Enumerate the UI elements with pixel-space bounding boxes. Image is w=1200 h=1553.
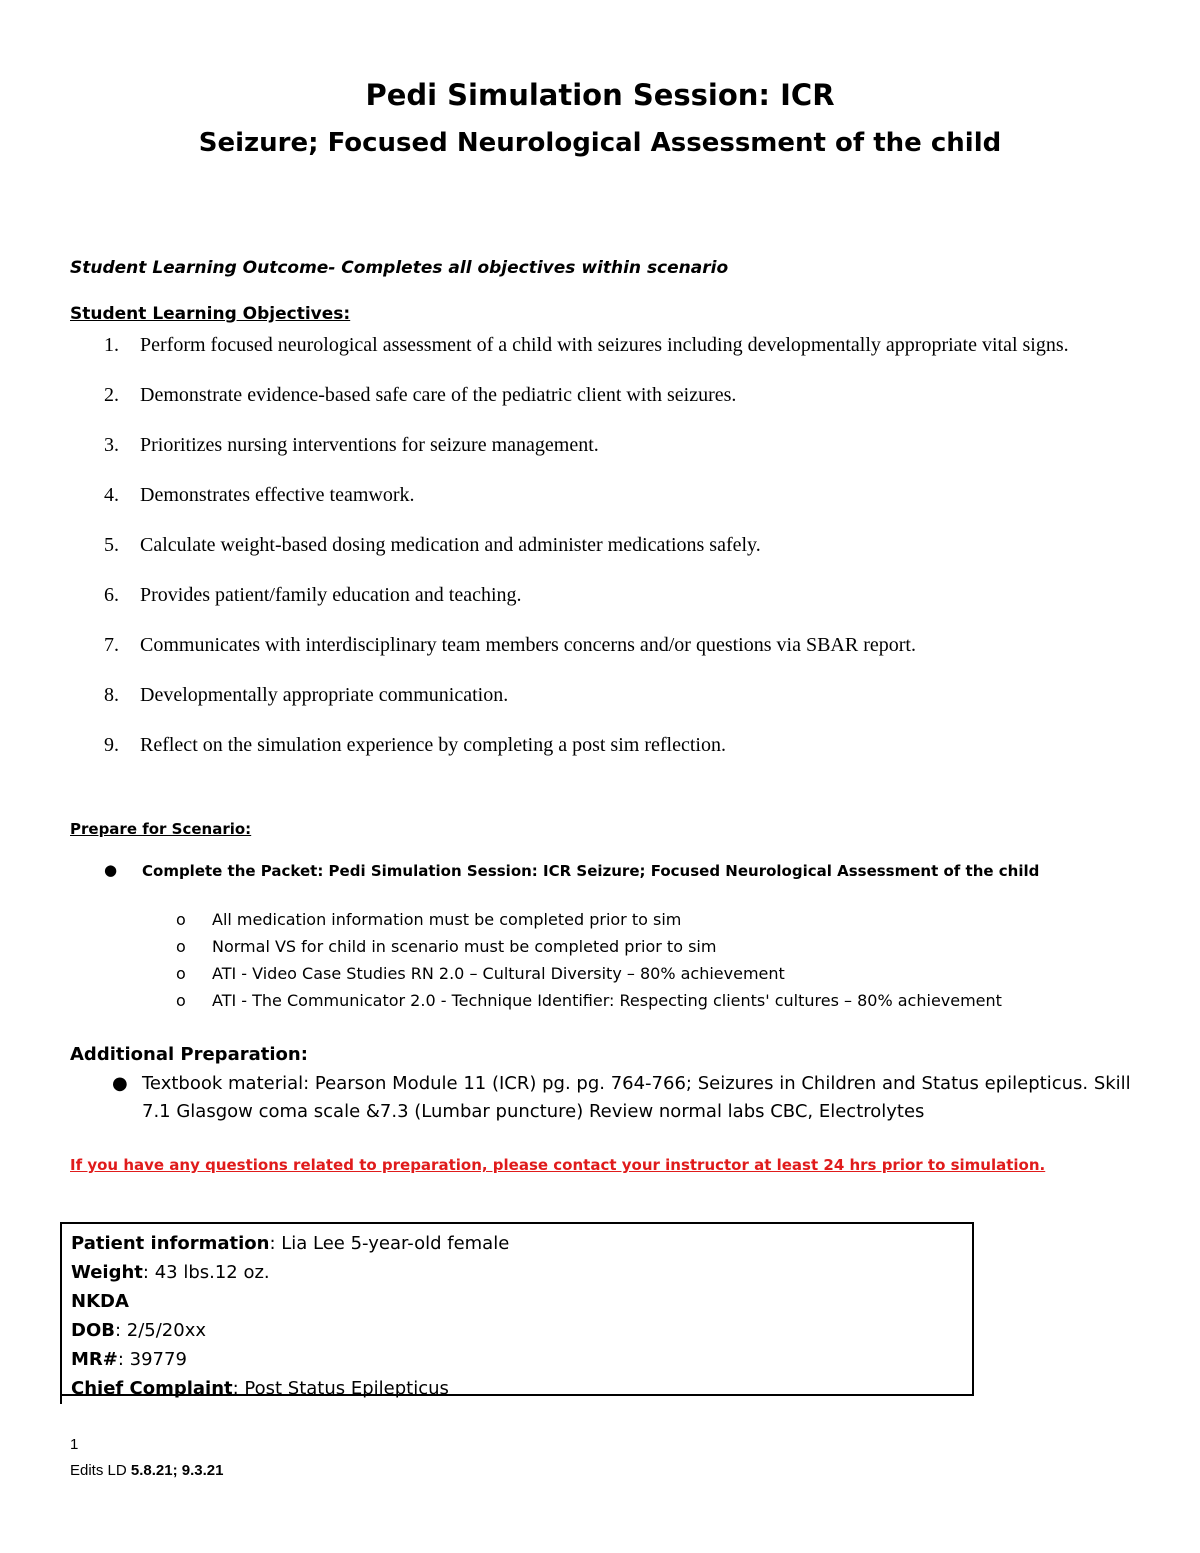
list-number: 7. — [104, 634, 119, 656]
patient-weight-line — [71, 1258, 972, 1287]
list-number: 5. — [104, 534, 119, 556]
list-item — [176, 906, 1002, 933]
textbook-text: Textbook material: Pearson Module 11 (ICR) pg. pg. 764-766; Seizures in Children and Status epilepticus. Skill 7.1 Glasgow coma scale &7.3 (Lumbar puncture) Review normal labs CBC, Electrolytes — [142, 1073, 1131, 1122]
list-item — [176, 960, 1002, 987]
complaint-label: Chief Complaint — [71, 1378, 233, 1399]
patient-info-value: : Lia Lee 5-year-old female — [269, 1233, 510, 1254]
objective-text: Communicates with interdisciplinary team members concerns and/or questions via SBAR report. — [140, 634, 916, 656]
complaint-value: : Post Status Epilepticus — [232, 1378, 449, 1399]
list-item — [70, 530, 1140, 561]
circle-bullet-icon: o — [176, 910, 186, 929]
document-title: Pedi Simulation Session: ICR — [365, 78, 835, 112]
patient-info-line — [71, 1229, 972, 1258]
patient-info-box — [60, 1222, 974, 1399]
subitem-text: ATI - The Communicator 2.0 - Technique Identifier: Respecting clients' cultures – 80% achievement — [212, 991, 1002, 1010]
packet-text: Complete the Packet: Pedi Simulation Session: ICR Seizure; Focused Neurological Assessment of the child — [142, 862, 1040, 880]
list-number: 2. — [104, 384, 119, 406]
list-item — [70, 380, 1140, 411]
mr-line — [71, 1345, 972, 1374]
patient-info-label: Patient information — [71, 1233, 270, 1254]
circle-bullet-icon: o — [176, 937, 186, 956]
box-edge-mark — [60, 1396, 62, 1404]
complaint-line — [71, 1374, 972, 1403]
objective-text: Calculate weight-based dosing medication and administer medications safely. — [140, 534, 761, 556]
bullet-icon: ● — [112, 1073, 128, 1094]
objective-text: Perform focused neurological assessment of a child with seizures including developmentally appropriate vital signs. — [140, 334, 1069, 356]
mr-value: : 39779 — [117, 1349, 187, 1370]
list-item — [70, 430, 1140, 461]
objective-text: Provides patient/family education and teaching. — [140, 584, 522, 606]
subitem-text: Normal VS for child in scenario must be completed prior to sim — [212, 937, 717, 956]
list-item — [70, 480, 1140, 511]
edits-dates: 5.8.21; 9.3.21 — [130, 1462, 224, 1479]
circle-bullet-icon: o — [176, 964, 186, 983]
list-number: 9. — [104, 734, 119, 756]
list-item — [176, 933, 1002, 960]
list-number: 8. — [104, 684, 119, 706]
allergy-line — [71, 1287, 972, 1316]
document-subtitle: Seizure; Focused Neurological Assessment of the child — [198, 128, 1002, 158]
list-number: 3. — [104, 434, 119, 456]
packet-subitems — [176, 906, 1002, 1014]
list-number: 1. — [104, 334, 119, 356]
weight-label: Weight — [71, 1262, 143, 1283]
list-item — [70, 330, 1140, 361]
subitem-text: All medication information must be completed prior to sim — [212, 910, 682, 929]
list-item — [70, 630, 1140, 661]
dob-value: : 2/5/20xx — [114, 1320, 206, 1341]
mr-label: MR# — [71, 1349, 118, 1370]
objective-text: Demonstrate evidence-based safe care of the pediatric client with seizures. — [140, 384, 737, 406]
objective-text: Prioritizes nursing interventions for seizure management. — [140, 434, 599, 456]
learning-outcome: Student Learning Outcome- Completes all objectives within scenario — [70, 258, 729, 278]
circle-bullet-icon: o — [176, 991, 186, 1010]
edits-note — [70, 1462, 223, 1479]
dob-line — [71, 1316, 972, 1345]
objective-text: Demonstrates effective teamwork. — [140, 484, 415, 506]
allergy-value: NKDA — [71, 1291, 129, 1312]
list-number: 6. — [104, 584, 119, 606]
list-item — [70, 680, 1140, 711]
subitem-text: ATI - Video Case Studies RN 2.0 – Cultural Diversity – 80% achievement — [212, 964, 785, 983]
page-number: 1 — [70, 1436, 79, 1453]
bullet-icon: ● — [104, 861, 118, 879]
objective-text: Reflect on the simulation experience by completing a post sim reflection. — [140, 734, 726, 756]
objectives-list — [70, 330, 1140, 780]
objective-text: Developmentally appropriate communication. — [140, 684, 509, 706]
dob-label: DOB — [71, 1320, 115, 1341]
objectives-heading: Student Learning Objectives: — [70, 304, 351, 324]
additional-heading: Additional Preparation: — [70, 1044, 308, 1065]
questions-note: If you have any questions related to preparation, please contact your instructor at least 24 hrs prior to simulation. — [70, 1156, 1046, 1174]
weight-value: : 43 lbs.12 oz. — [142, 1262, 270, 1283]
list-item — [176, 987, 1002, 1014]
edits-prefix: Edits LD — [70, 1462, 131, 1479]
prepare-heading: Prepare for Scenario: — [70, 820, 252, 838]
list-item — [70, 730, 1140, 761]
list-number: 4. — [104, 484, 119, 506]
list-item — [70, 580, 1140, 611]
